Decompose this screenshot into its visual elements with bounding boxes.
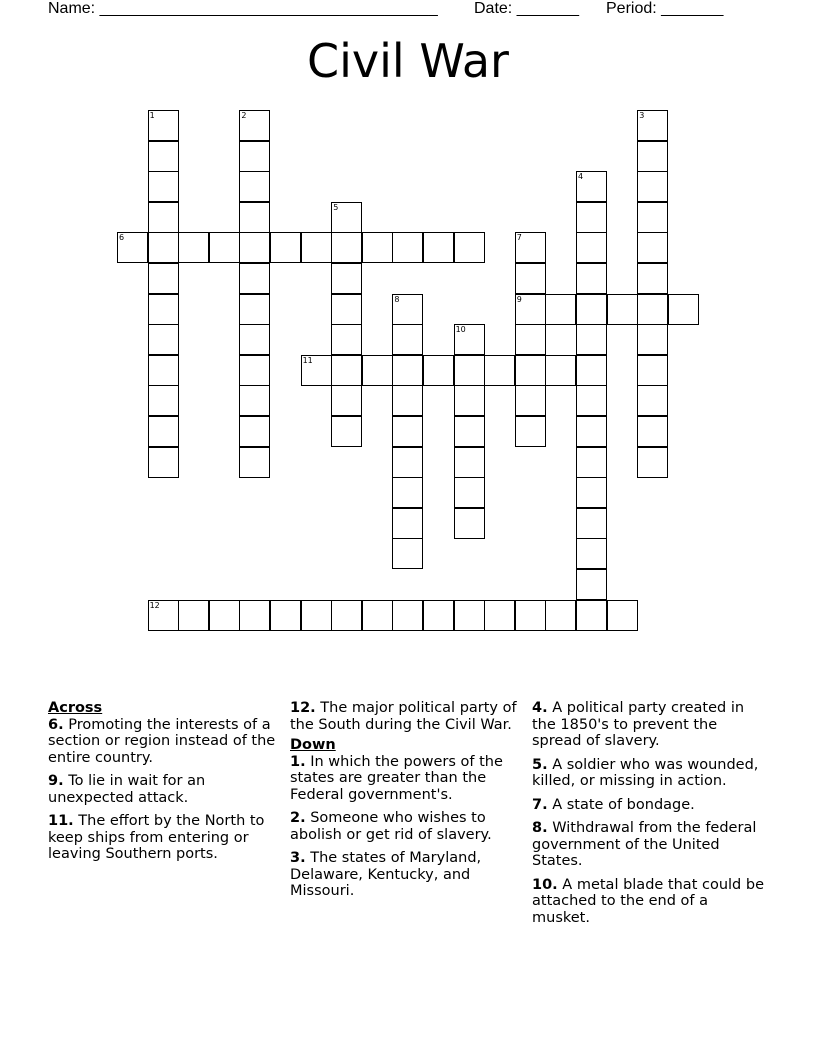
grid-cell[interactable] bbox=[607, 294, 638, 325]
grid-cell[interactable] bbox=[454, 355, 485, 386]
grid-cell[interactable] bbox=[545, 294, 576, 325]
grid-cell[interactable] bbox=[637, 294, 668, 325]
grid-cell[interactable] bbox=[454, 232, 485, 263]
clue-number: 5. bbox=[532, 756, 548, 773]
grid-cell[interactable] bbox=[178, 600, 209, 631]
grid-cell[interactable] bbox=[239, 385, 270, 416]
clue-number: 9. bbox=[48, 773, 64, 789]
clue-number-label: 8 bbox=[394, 294, 400, 304]
grid-cell[interactable] bbox=[576, 232, 607, 263]
worksheet-header bbox=[0, 0, 816, 22]
grid-cell[interactable] bbox=[515, 232, 546, 263]
grid-cell[interactable] bbox=[545, 600, 576, 631]
clue-text: A metal blade that could be attached to the end of a musket. bbox=[532, 876, 764, 926]
grid-cell[interactable] bbox=[301, 600, 332, 631]
grid-cell[interactable] bbox=[576, 385, 607, 416]
grid-cell[interactable] bbox=[209, 600, 240, 631]
grid-cell[interactable] bbox=[454, 600, 485, 631]
grid-cell[interactable] bbox=[178, 232, 209, 263]
grid-cell[interactable] bbox=[576, 477, 607, 508]
grid-cell[interactable] bbox=[515, 416, 546, 447]
clue-across-6 bbox=[48, 717, 280, 767]
grid-cell[interactable] bbox=[637, 416, 668, 447]
grid-cell[interactable] bbox=[148, 324, 179, 355]
grid-cell[interactable] bbox=[576, 355, 607, 386]
grid-cell[interactable] bbox=[607, 600, 638, 631]
clue-number-label: 11 bbox=[302, 355, 313, 365]
grid-cell[interactable] bbox=[576, 600, 607, 631]
grid-cell[interactable] bbox=[148, 171, 179, 202]
grid-cell[interactable] bbox=[148, 447, 179, 478]
grid-cell[interactable] bbox=[362, 600, 393, 631]
grid-cell[interactable] bbox=[392, 294, 423, 325]
clue-number-label: 4 bbox=[578, 172, 584, 182]
clue-text: A soldier who was wounded, killed, or missing in action. bbox=[532, 756, 759, 789]
grid-cell[interactable] bbox=[454, 385, 485, 416]
grid-cell[interactable] bbox=[392, 477, 423, 508]
grid-cell[interactable] bbox=[576, 447, 607, 478]
grid-cell[interactable] bbox=[331, 263, 362, 294]
grid-cell[interactable] bbox=[576, 294, 607, 325]
clue-text: A political party created in the 1850's to prevent the spread of slavery. bbox=[532, 700, 745, 749]
clue-text: Promoting the interests of a section or region instead of the entire country. bbox=[48, 716, 276, 766]
grid-cell[interactable] bbox=[239, 447, 270, 478]
grid-cell[interactable] bbox=[331, 355, 362, 386]
grid-cell[interactable] bbox=[148, 232, 179, 263]
grid-cell[interactable] bbox=[392, 232, 423, 263]
grid-cell[interactable] bbox=[392, 385, 423, 416]
clue-text: In which the powers of the states are greater than the Federal government's. bbox=[290, 753, 503, 803]
grid-cell[interactable] bbox=[331, 416, 362, 447]
name-field[interactable]: Name: ______________________________________ bbox=[48, 0, 438, 17]
grid-cell[interactable] bbox=[331, 324, 362, 355]
grid-cell[interactable] bbox=[454, 508, 485, 539]
clue-number: 8. bbox=[532, 820, 548, 836]
clue-number: 12. bbox=[290, 700, 316, 716]
grid-cell[interactable] bbox=[454, 447, 485, 478]
grid-cell[interactable] bbox=[239, 294, 270, 325]
grid-cell[interactable] bbox=[637, 447, 668, 478]
clue-across-11 bbox=[48, 813, 280, 863]
clue-text: To lie in wait for an unexpected attack. bbox=[48, 773, 206, 806]
grid-cell[interactable] bbox=[637, 263, 668, 294]
clue-number: 2. bbox=[290, 810, 306, 826]
grid-cell[interactable] bbox=[239, 232, 270, 263]
clue-number-label: 7 bbox=[516, 233, 522, 243]
grid-cell[interactable] bbox=[668, 294, 699, 325]
clue-number-label: 6 bbox=[119, 233, 125, 243]
grid-cell[interactable] bbox=[209, 232, 240, 263]
clue-number-label: 3 bbox=[639, 111, 645, 120]
grid-cell[interactable] bbox=[239, 263, 270, 294]
grid-cell[interactable] bbox=[576, 263, 607, 294]
grid-cell[interactable] bbox=[454, 477, 485, 508]
grid-cell[interactable] bbox=[148, 416, 179, 447]
grid-cell[interactable] bbox=[392, 600, 423, 631]
down-heading: Down bbox=[290, 737, 336, 753]
grid-cell[interactable] bbox=[301, 232, 332, 263]
grid-cell[interactable] bbox=[148, 110, 179, 141]
clue-across-12 bbox=[290, 700, 522, 733]
clue-number: 4. bbox=[532, 700, 548, 716]
grid-cell[interactable] bbox=[423, 355, 454, 386]
grid-cell[interactable] bbox=[148, 141, 179, 172]
grid-cell[interactable] bbox=[270, 600, 301, 631]
grid-cell[interactable] bbox=[239, 171, 270, 202]
grid-cell[interactable] bbox=[301, 355, 332, 386]
grid-cell[interactable] bbox=[637, 232, 668, 263]
grid-cell[interactable] bbox=[239, 324, 270, 355]
grid-cell[interactable] bbox=[270, 232, 301, 263]
grid-cell[interactable] bbox=[148, 355, 179, 386]
grid-cell[interactable] bbox=[484, 600, 515, 631]
grid-cell[interactable] bbox=[576, 538, 607, 569]
clue-number-label: 5 bbox=[333, 202, 339, 212]
grid-cell[interactable] bbox=[148, 294, 179, 325]
grid-cell[interactable] bbox=[239, 355, 270, 386]
grid-cell[interactable] bbox=[148, 263, 179, 294]
clue-down-3 bbox=[290, 850, 522, 900]
clue-column-1 bbox=[48, 700, 280, 870]
grid-cell[interactable] bbox=[392, 416, 423, 447]
grid-cell[interactable] bbox=[576, 171, 607, 202]
grid-cell[interactable] bbox=[392, 324, 423, 355]
grid-cell[interactable] bbox=[331, 232, 362, 263]
grid-cell[interactable] bbox=[637, 171, 668, 202]
grid-cell[interactable] bbox=[331, 294, 362, 325]
grid-cell[interactable] bbox=[362, 355, 393, 386]
clue-text: The major political party of the South during the Civil War. bbox=[290, 700, 517, 733]
clue-down-1 bbox=[290, 754, 522, 804]
clue-down-8 bbox=[532, 820, 764, 870]
clue-number: 7. bbox=[532, 796, 548, 813]
clue-number-label: 10 bbox=[455, 325, 466, 335]
grid-cell[interactable] bbox=[515, 600, 546, 631]
clue-number: 6. bbox=[48, 716, 64, 733]
clue-text: Someone who wishes to abolish or get rid of slavery. bbox=[290, 810, 492, 843]
grid-cell[interactable] bbox=[515, 294, 546, 325]
clue-column-2 bbox=[290, 700, 522, 907]
grid-cell[interactable] bbox=[331, 385, 362, 416]
grid-cell[interactable] bbox=[392, 447, 423, 478]
grid-cell[interactable] bbox=[362, 232, 393, 263]
grid-cell[interactable] bbox=[423, 232, 454, 263]
grid-cell[interactable] bbox=[637, 355, 668, 386]
clue-number: 3. bbox=[290, 850, 306, 866]
grid-cell[interactable] bbox=[239, 141, 270, 172]
clue-number-label: 2 bbox=[241, 111, 247, 120]
grid-cell[interactable] bbox=[515, 385, 546, 416]
clue-down-2 bbox=[290, 810, 522, 843]
grid-cell[interactable] bbox=[454, 324, 485, 355]
grid-cell[interactable] bbox=[239, 110, 270, 141]
clue-down-7 bbox=[532, 797, 764, 814]
clue-across-9 bbox=[48, 773, 280, 806]
clue-down-4 bbox=[532, 700, 764, 750]
grid-cell[interactable] bbox=[423, 600, 454, 631]
clue-number: 10. bbox=[532, 876, 558, 893]
grid-cell[interactable] bbox=[331, 202, 362, 233]
grid-cell[interactable] bbox=[576, 202, 607, 233]
grid-cell[interactable] bbox=[545, 355, 576, 386]
grid-cell[interactable] bbox=[637, 202, 668, 233]
clue-text: The states of Maryland, Delaware, Kentucky, and Missouri. bbox=[290, 850, 482, 899]
grid-cell[interactable] bbox=[637, 141, 668, 172]
grid-cell[interactable] bbox=[576, 569, 607, 600]
clue-number: 11. bbox=[48, 813, 74, 829]
clue-number: 1. bbox=[290, 753, 306, 770]
clue-number-label: 12 bbox=[149, 600, 160, 610]
period-field[interactable]: Period: _______ bbox=[606, 0, 724, 17]
grid-cell[interactable] bbox=[148, 202, 179, 233]
across-heading: Across bbox=[48, 700, 103, 716]
grid-cell[interactable] bbox=[392, 355, 423, 386]
grid-cell[interactable] bbox=[239, 600, 270, 631]
grid-cell[interactable] bbox=[392, 538, 423, 569]
clue-text: Withdrawal from the federal government of the United States. bbox=[532, 820, 757, 869]
clue-number-label: 9 bbox=[516, 294, 522, 304]
grid-cell[interactable] bbox=[484, 355, 515, 386]
grid-cell[interactable] bbox=[454, 416, 485, 447]
grid-cell[interactable] bbox=[148, 600, 179, 631]
grid-cell[interactable] bbox=[576, 508, 607, 539]
page-title: Civil War bbox=[307, 34, 509, 88]
date-field[interactable]: Date: _______ bbox=[474, 0, 579, 17]
grid-cell[interactable] bbox=[576, 416, 607, 447]
grid-cell[interactable] bbox=[637, 110, 668, 141]
grid-cell[interactable] bbox=[637, 324, 668, 355]
clue-number-label: 1 bbox=[149, 111, 155, 120]
clue-down-5 bbox=[532, 757, 764, 790]
clue-column-3 bbox=[532, 700, 764, 933]
grid-cell[interactable] bbox=[576, 324, 607, 355]
grid-cell[interactable] bbox=[239, 202, 270, 233]
grid-cell[interactable] bbox=[117, 232, 148, 263]
grid-cell[interactable] bbox=[148, 385, 179, 416]
grid-cell[interactable] bbox=[515, 355, 546, 386]
grid-cell[interactable] bbox=[239, 416, 270, 447]
grid-cell[interactable] bbox=[515, 263, 546, 294]
clue-text: The effort by the North to keep ships from entering or leaving Southern ports. bbox=[48, 813, 265, 862]
grid-cell[interactable] bbox=[392, 508, 423, 539]
grid-cell[interactable] bbox=[331, 600, 362, 631]
clue-text: A state of bondage. bbox=[552, 796, 695, 813]
grid-cell[interactable] bbox=[515, 324, 546, 355]
clue-down-10 bbox=[532, 877, 764, 927]
grid-cell[interactable] bbox=[637, 385, 668, 416]
